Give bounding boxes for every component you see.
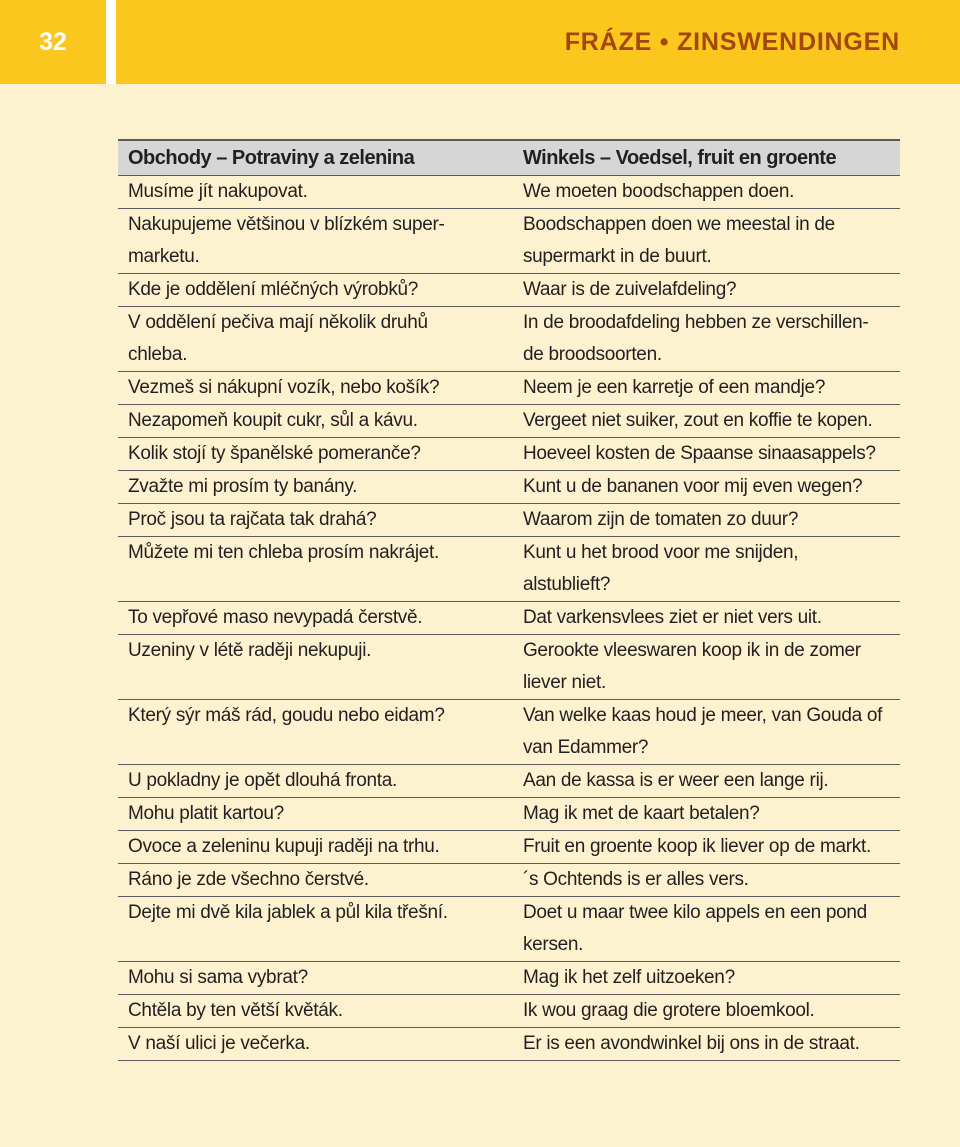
- phrase-line: Nezapomeň koupit cukr, sůl a kávu.: [128, 410, 418, 431]
- table-row: [118, 471, 900, 504]
- table-row: [118, 635, 900, 700]
- czech-phrase: [118, 176, 513, 208]
- phrase-table: [118, 139, 900, 1061]
- table-row: [118, 537, 900, 602]
- header-divider: [106, 0, 116, 84]
- table-row: [118, 307, 900, 372]
- table-row: [118, 209, 900, 274]
- table-row: [118, 864, 900, 897]
- dutch-phrase: [513, 700, 900, 764]
- phrase-line: Gerookte vleeswaren koop ik in de zomer: [522, 640, 861, 661]
- phrase-line: To vepřové maso nevypadá čerstvě.: [128, 607, 423, 628]
- dutch-phrase: [513, 307, 900, 371]
- czech-phrase: [118, 471, 513, 503]
- dutch-phrase: [513, 798, 900, 830]
- table-row: [118, 372, 900, 405]
- phrase-line: Uzeniny v létě raději nekupuji.: [128, 640, 372, 661]
- table-row: [118, 504, 900, 537]
- czech-phrase: [118, 864, 513, 896]
- phrase-line: Er is een avondwinkel bij ons in de straat.: [522, 1033, 860, 1054]
- phrase-line: Kolik stojí ty španělské pomeranče?: [128, 443, 421, 464]
- table-row: [118, 962, 900, 995]
- phrase-line: Chtěla by ten větší květák.: [128, 1000, 343, 1021]
- phrase-line: Dat varkensvlees ziet er niet vers uit.: [522, 607, 822, 628]
- phrase-line: Mag ik met de kaart betalen?: [522, 803, 760, 824]
- czech-phrase: [118, 602, 513, 634]
- phrase-line: Waarom zijn de tomaten zo duur?: [522, 509, 799, 530]
- phrase-line: Dejte mi dvě kila jablek a půl kila třešní.: [128, 902, 448, 923]
- phrase-line: Fruit en groente koop ik liever op de markt.: [522, 836, 871, 857]
- phrase-line: kersen.: [522, 934, 584, 955]
- czech-phrase: [118, 897, 513, 961]
- czech-phrase: [118, 438, 513, 470]
- phrase-line: ´s Ochtends is er alles vers.: [522, 869, 749, 890]
- dutch-phrase: [513, 962, 900, 994]
- phrase-line: Aan de kassa is er weer een lange rij.: [522, 770, 829, 791]
- czech-phrase: [118, 537, 513, 601]
- czech-phrase: [118, 831, 513, 863]
- dutch-phrase: [513, 765, 900, 797]
- phrase-line: Proč jsou ta rajčata tak drahá?: [128, 509, 377, 530]
- phrase-line: Neem je een karretje of een mandje?: [522, 377, 826, 398]
- table-row: [118, 798, 900, 831]
- czech-phrase: [118, 962, 513, 994]
- phrase-line: In de broodafdeling hebben ze verschillen-: [522, 312, 869, 333]
- phrase-line: van Edammer?: [522, 737, 649, 758]
- phrase-line: alstublieft?: [522, 574, 611, 595]
- dutch-phrase: [513, 372, 900, 404]
- czech-phrase: [118, 700, 513, 764]
- czech-phrase: [118, 372, 513, 404]
- czech-phrase: [118, 635, 513, 699]
- table-row: [118, 765, 900, 798]
- phrase-line: chleba.: [128, 344, 188, 365]
- table-body: [118, 176, 900, 1061]
- dutch-phrase: [513, 897, 900, 961]
- czech-phrase: [118, 274, 513, 306]
- phrase-line: Který sýr máš rád, goudu nebo eidam?: [128, 705, 445, 726]
- czech-phrase: [118, 405, 513, 437]
- phrase-line: supermarkt in de buurt.: [522, 246, 712, 267]
- phrase-line: Hoeveel kosten de Spaanse sinaasappels?: [522, 443, 876, 464]
- phrase-line: V oddělení pečiva mají několik druhů: [128, 312, 428, 333]
- table-row: [118, 438, 900, 471]
- table-row: [118, 274, 900, 307]
- header-bar: [0, 0, 960, 84]
- phrase-line: Mohu si sama vybrat?: [128, 967, 308, 988]
- phrase-line: Zvažte mi prosím ty banány.: [128, 476, 358, 497]
- table-row: [118, 176, 900, 209]
- phrase-line: Ik wou graag die grotere bloemkool.: [522, 1000, 815, 1021]
- phrase-line: Kunt u de bananen voor mij even wegen?: [522, 476, 863, 497]
- czech-phrase: [118, 504, 513, 536]
- phrase-line: Vergeet niet suiker, zout en koffie te kopen.: [522, 410, 873, 431]
- header-czech: Obchody – Potraviny a zelenina: [128, 147, 415, 169]
- dutch-phrase: [513, 176, 900, 208]
- dutch-phrase: [513, 438, 900, 470]
- phrase-line: Můžete mi ten chleba prosím nakrájet.: [128, 542, 439, 563]
- phrase-line: Doet u maar twee kilo appels en een pond: [522, 902, 867, 923]
- table-row: [118, 831, 900, 864]
- phrase-line: Nakupujeme většinou v blízkém super-: [128, 214, 445, 235]
- phrase-line: de broodsoorten.: [522, 344, 662, 365]
- dutch-phrase: [513, 1028, 900, 1060]
- dutch-phrase: [513, 864, 900, 896]
- table-row: [118, 700, 900, 765]
- header-dutch: Winkels – Voedsel, fruit en groente: [522, 147, 837, 169]
- phrase-line: Vezmeš si nákupní vozík, nebo košík?: [128, 377, 440, 398]
- dutch-phrase: [513, 405, 900, 437]
- phrase-line: Kde je oddělení mléčných výrobků?: [128, 279, 419, 300]
- phrase-line: Ovoce a zeleninu kupuji raději na trhu.: [128, 836, 440, 857]
- phrase-line: Van welke kaas houd je meer, van Gouda of: [522, 705, 883, 726]
- dutch-phrase: [513, 274, 900, 306]
- page-number: 32: [39, 27, 67, 56]
- phrase-line: Mag ik het zelf uitzoeken?: [522, 967, 735, 988]
- table-header-row: [118, 141, 900, 176]
- phrase-line: Waar is de zuivelafdeling?: [522, 279, 737, 300]
- dutch-phrase: [513, 602, 900, 634]
- dutch-phrase: [513, 635, 900, 699]
- czech-phrase: [118, 995, 513, 1027]
- czech-phrase: [118, 307, 513, 371]
- phrase-line: liever niet.: [522, 672, 606, 693]
- dutch-phrase: [513, 471, 900, 503]
- table-row: [118, 1028, 900, 1061]
- page-title: FRÁZE • ZINSWENDINGEN: [564, 27, 900, 56]
- phrase-line: U pokladny je opět dlouhá fronta.: [128, 770, 397, 791]
- phrase-line: Musíme jít nakupovat.: [128, 181, 308, 202]
- phrase-line: We moeten boodschappen doen.: [522, 181, 795, 202]
- dutch-phrase: [513, 537, 900, 601]
- phrase-line: marketu.: [128, 246, 200, 267]
- phrase-line: Mohu platit kartou?: [128, 803, 284, 824]
- table-row: [118, 897, 900, 962]
- table-row: [118, 602, 900, 635]
- phrase-line: V naší ulici je večerka.: [128, 1033, 310, 1054]
- czech-phrase: [118, 1028, 513, 1060]
- czech-phrase: [118, 798, 513, 830]
- phrase-line: Kunt u het brood voor me snijden,: [522, 542, 799, 563]
- phrase-line: Boodschappen doen we meestal in de: [522, 214, 835, 235]
- czech-phrase: [118, 209, 513, 273]
- dutch-phrase: [513, 209, 900, 273]
- dutch-phrase: [513, 995, 900, 1027]
- czech-phrase: [118, 765, 513, 797]
- table-row: [118, 405, 900, 438]
- dutch-phrase: [513, 831, 900, 863]
- phrase-line: Ráno je zde všechno čerstvé.: [128, 869, 369, 890]
- dutch-phrase: [513, 504, 900, 536]
- table-row: [118, 995, 900, 1028]
